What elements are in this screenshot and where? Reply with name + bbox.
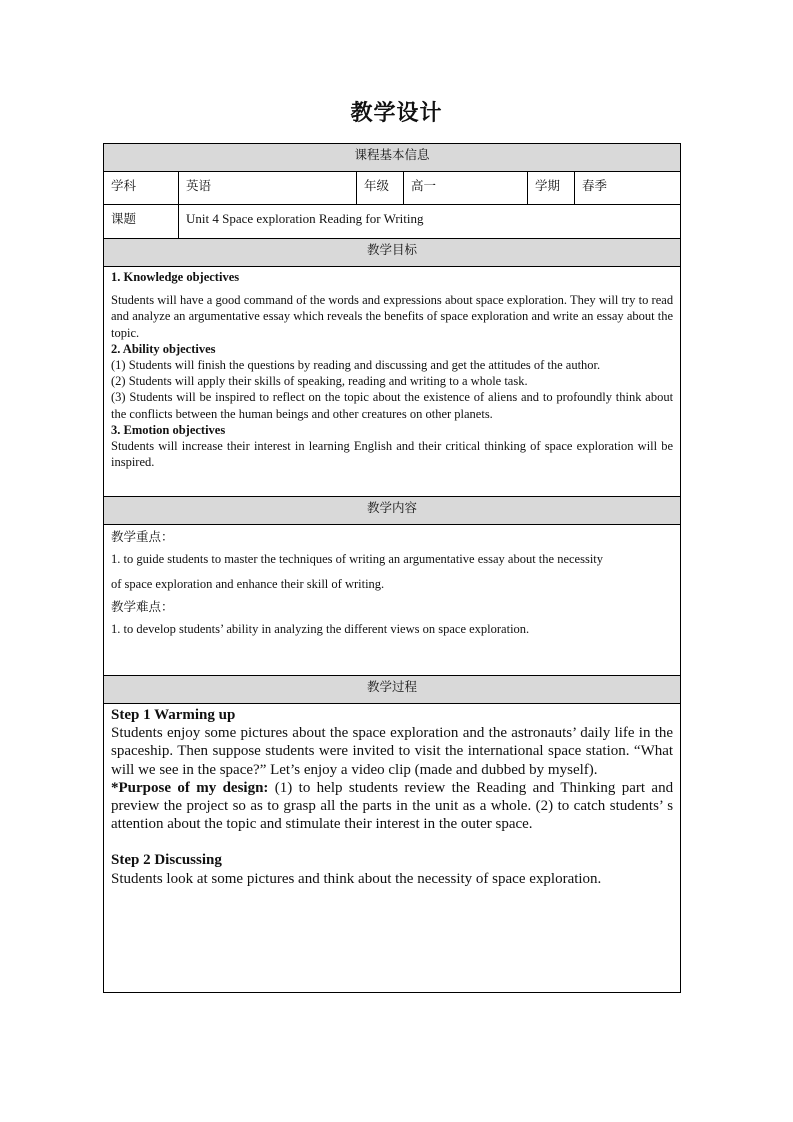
key-points-label: 教学重点： bbox=[111, 529, 174, 544]
key-point-line-1: 1. to guide students to master the techniques of writing an argumentative essay about the necessity bbox=[111, 552, 604, 566]
lesson-plan-table bbox=[103, 143, 681, 993]
term-value: 春季 bbox=[575, 172, 681, 205]
process-cell bbox=[104, 704, 681, 993]
purpose-text: (1) to help students review the Reading and Thinking part and preview the project so as to grasp all the parts in the unit as a whole. (2) to catch students’ s attention about the topic and stimulate their interest in the outer space. bbox=[111, 779, 674, 833]
ability-objectives-title: 2. Ability objectives bbox=[111, 341, 216, 356]
purpose-label: *Purpose of my design: bbox=[111, 779, 269, 796]
blank-line bbox=[111, 833, 673, 851]
knowledge-objectives-title: 1. Knowledge objectives bbox=[111, 270, 240, 284]
difficult-point-line: 1. to develop students’ ability in analyzing the different views on space exploration. bbox=[111, 622, 530, 636]
objectives-cell bbox=[104, 267, 681, 497]
emotion-objectives-title: 3. Emotion objectives bbox=[111, 422, 226, 437]
term-label: 学期 bbox=[528, 172, 575, 205]
ability-objective-3: (3) Students will be inspired to reflect on the topic about the existence of aliens and to profoundly think about the conflicts between the human beings and other creatures on other planets. bbox=[111, 390, 674, 421]
topic-value: Unit 4 Space exploration Reading for Writing bbox=[179, 205, 681, 239]
objectives-header: 教学目标 bbox=[104, 239, 681, 267]
subject-value: 英语 bbox=[179, 172, 357, 205]
ability-objective-1: (1) Students will finish the questions by reading and discussing and get the attitudes of the author. bbox=[111, 358, 601, 373]
page-title: 教学设计 bbox=[350, 101, 443, 126]
step2-title: Step 2 Discussing bbox=[111, 852, 222, 869]
basic-info-header: 课程基本信息 bbox=[104, 144, 681, 172]
step1-title: Step 1 Warming up bbox=[111, 707, 236, 723]
grade-value: 高一 bbox=[404, 172, 528, 205]
process-header: 教学过程 bbox=[104, 676, 681, 704]
key-point-line-2: of space exploration and enhance their skill of writing. bbox=[111, 577, 385, 591]
difficult-points-label: 教学难点： bbox=[111, 599, 174, 614]
purpose-paragraph bbox=[111, 779, 673, 834]
content-cell bbox=[104, 525, 681, 676]
ability-objective-2: (2) Students will apply their skills of speaking, reading and writing to a whole task. bbox=[111, 374, 528, 389]
content-header: 教学内容 bbox=[104, 497, 681, 525]
step1-text: Students enjoy some pictures about the space exploration and the astronauts’ daily life in the spaceship. Then suppose students were invited to visit the international space station. “What will we see in the space?” Let’s enjoy a video clip (made and dubbed by myself). bbox=[111, 725, 674, 778]
grade-label: 年级 bbox=[357, 172, 404, 205]
knowledge-objectives-text: Students will have a good command of the words and expressions about space exploration. They will try to read and analyze an argumentative essay which reveals the benefits of space exploration and write an essay about the topic. bbox=[111, 293, 674, 340]
step2-text: Students look at some pictures and think about the necessity of space exploration. bbox=[111, 870, 602, 887]
emotion-objectives-text: Students will increase their interest in learning English and their critical thinking of space exploration will be inspired. bbox=[111, 439, 674, 470]
topic-label: 课题 bbox=[104, 205, 179, 239]
subject-label: 学科 bbox=[104, 172, 179, 205]
